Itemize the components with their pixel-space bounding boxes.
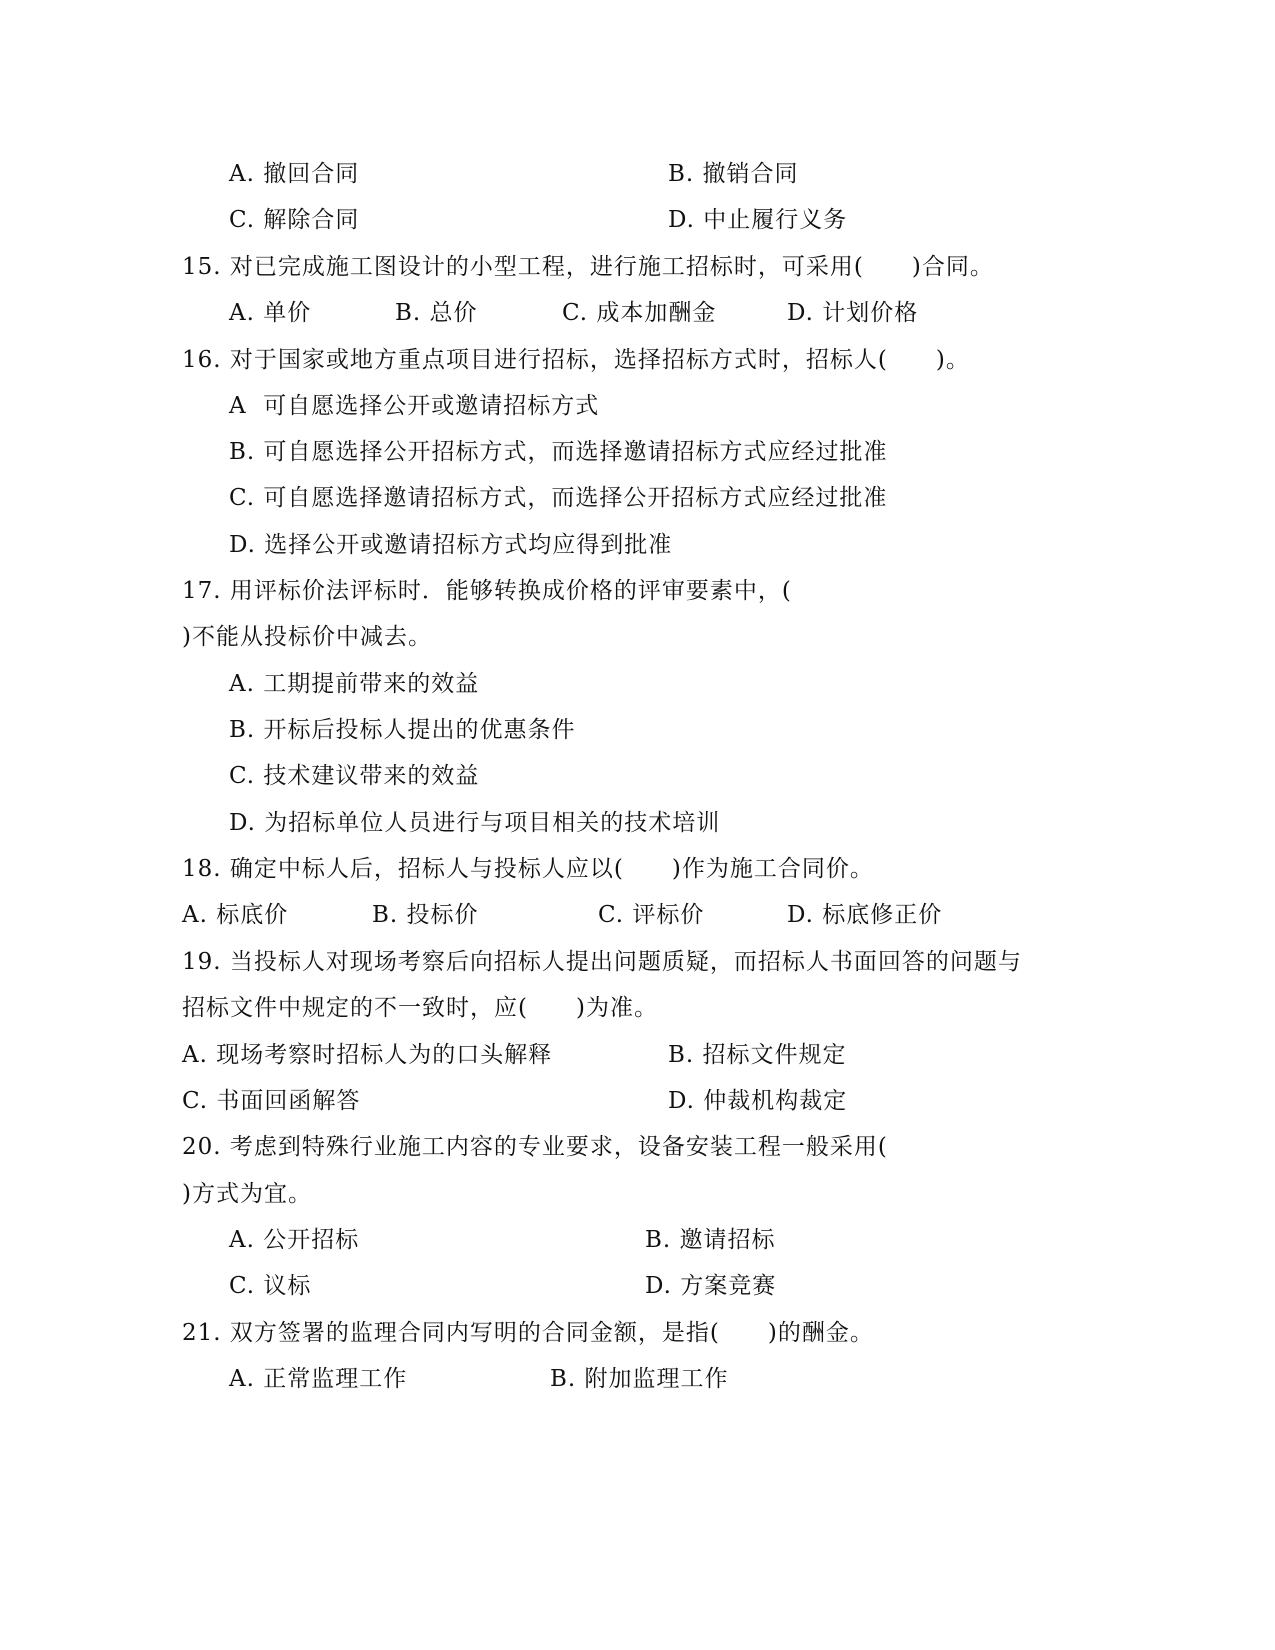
q16-stem: 16. 对于国家或地方重点项目进行招标，选择招标方式时，招标人( )。 [182, 347, 970, 373]
q20-option-d: D. 方案竞赛 [645, 1273, 777, 1299]
q18-stem: 18. 确定中标人后，招标人与投标人应以( )作为施工合同价。 [182, 856, 874, 882]
q16-option-d: D. 选择公开或邀请招标方式均应得到批准 [229, 532, 673, 558]
q19-option-d: D. 仲裁机构裁定 [668, 1088, 848, 1114]
q18-option-d: D. 标底修正价 [787, 902, 943, 928]
q19-stem-line1: 19. 当投标人对现场考察后向招标人提出问题质疑，而招标人书面回答的问题与 [182, 949, 1022, 975]
q14-option-a: A. 撤回合同 [229, 161, 360, 187]
q14-option-d: D. 中止履行义务 [668, 207, 848, 233]
q17-stem-line1: 17. 用评标价法评标时．能够转换成价格的评审要素中，( [182, 578, 792, 604]
q15-option-d: D. 计划价格 [787, 300, 919, 326]
q20-option-c: C. 议标 [229, 1273, 312, 1299]
q14-option-c: C. 解除合同 [229, 207, 360, 233]
q14-option-b: B. 撤销合同 [668, 161, 799, 187]
q20-stem-line1: 20. 考虑到特殊行业施工内容的专业要求，设备安装工程一般采用( [182, 1134, 888, 1160]
q19-option-a: A. 现场考察时招标人为的口头解释 [182, 1042, 553, 1068]
q18-option-a: A. 标底价 [182, 902, 289, 928]
q20-stem-line2: )方式为宜。 [182, 1181, 312, 1207]
q17-option-b: B. 开标后投标人提出的优惠条件 [229, 717, 576, 743]
q15-option-a: A. 单价 [229, 300, 312, 326]
q17-stem-line2: )不能从投标价中减去。 [182, 624, 432, 650]
q15-option-b: B. 总价 [395, 300, 478, 326]
q21-option-b: B. 附加监理工作 [550, 1366, 729, 1392]
q21-option-a: A. 正常监理工作 [229, 1366, 408, 1392]
q15-stem: 15. 对已完成施工图设计的小型工程，进行施工招标时，可采用( )合同。 [182, 254, 994, 280]
q17-option-a: A. 工期提前带来的效益 [229, 671, 480, 697]
q19-option-c: C. 书面回函解答 [182, 1088, 361, 1114]
q21-stem: 21. 双方签署的监理合同内写明的合同金额，是指( )的酬金。 [182, 1320, 874, 1346]
q16-option-b: B. 可自愿选择公开招标方式，而选择邀请招标方式应经过批准 [229, 439, 888, 465]
q16-option-a: A 可自愿选择公开或邀请招标方式 [229, 393, 600, 419]
q20-option-b: B. 邀请招标 [645, 1227, 776, 1253]
q17-option-c: C. 技术建议带来的效益 [229, 763, 480, 789]
q18-option-b: B. 投标价 [372, 902, 479, 928]
q20-option-a: A. 公开招标 [229, 1227, 360, 1253]
q19-option-b: B. 招标文件规定 [668, 1042, 847, 1068]
q18-option-c: C. 评标价 [598, 902, 705, 928]
q19-stem-line2: 招标文件中规定的不一致时，应( )为准。 [182, 995, 658, 1021]
q16-option-c: C. 可自愿选择邀请招标方式，而选择公开招标方式应经过批准 [229, 485, 888, 511]
q17-option-d: D. 为招标单位人员进行与项目相关的技术培训 [229, 810, 721, 836]
q15-option-c: C. 成本加酬金 [562, 300, 717, 326]
